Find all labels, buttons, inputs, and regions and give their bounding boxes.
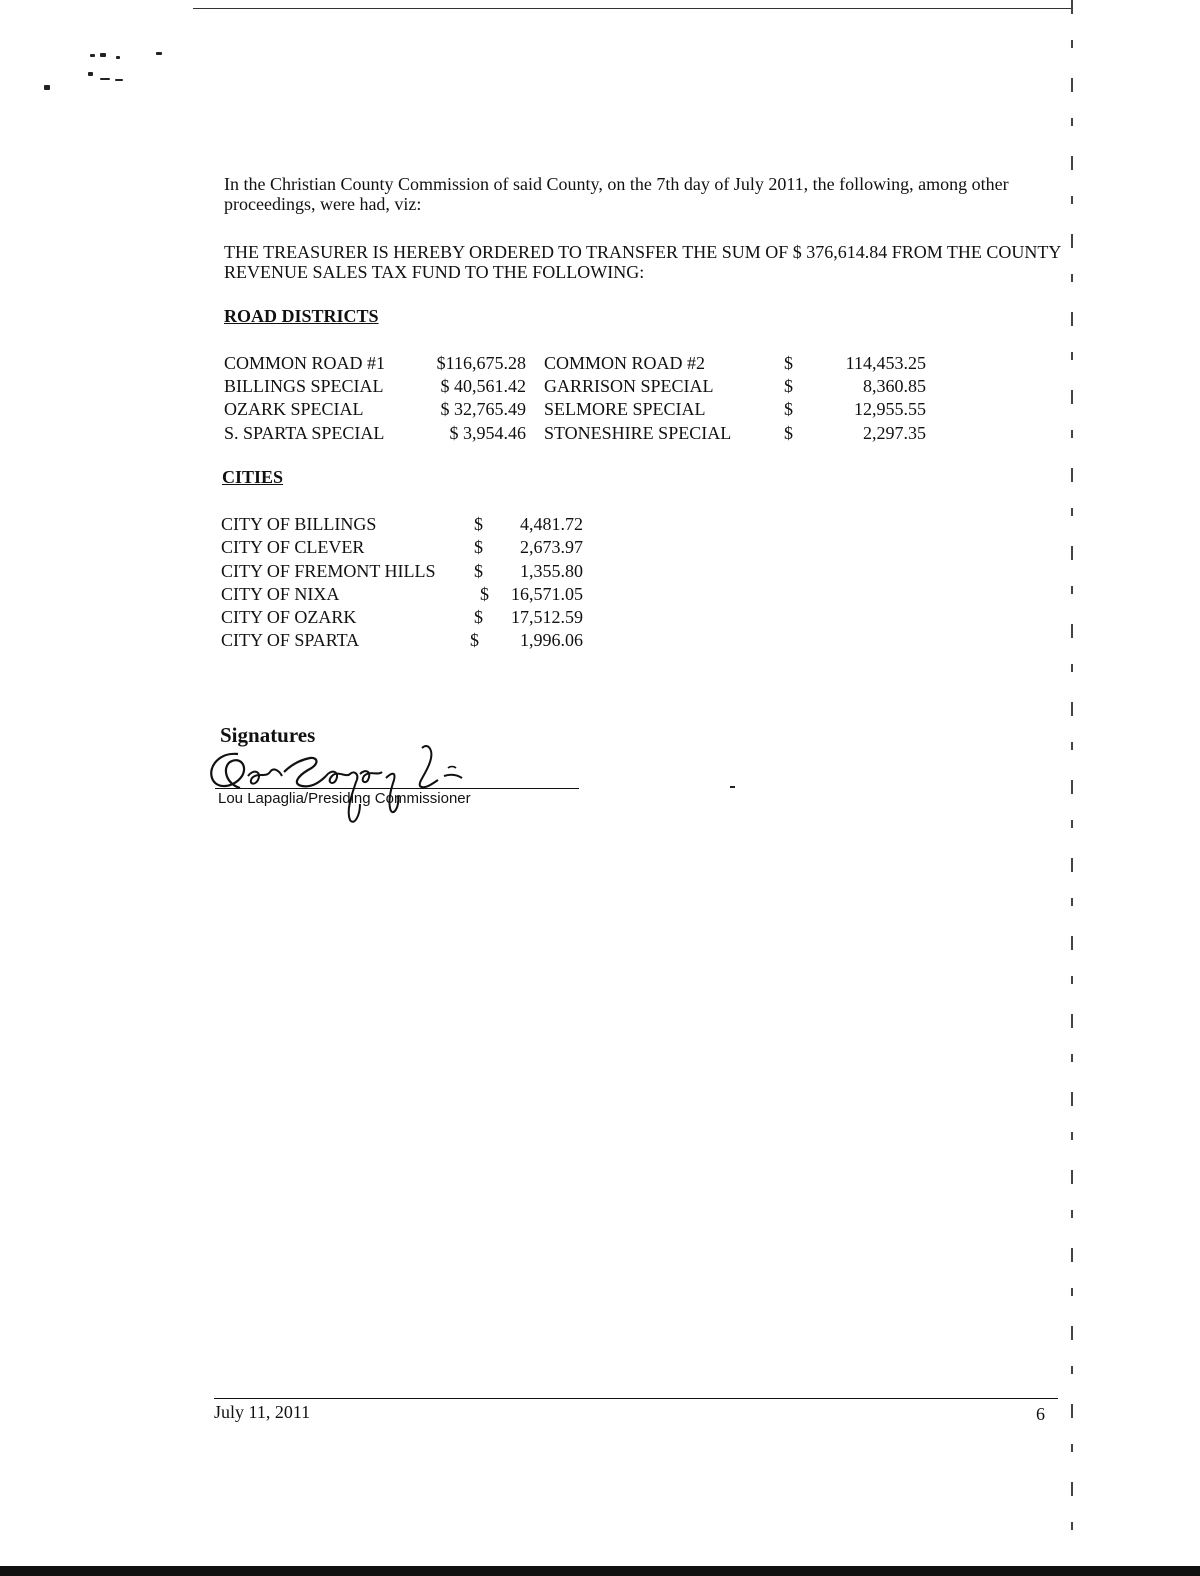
road-name: SELMORE SPECIAL <box>544 399 706 419</box>
road-name: STONESHIRE SPECIAL <box>544 423 732 443</box>
dollar-sign: $ <box>784 376 793 396</box>
city-amount: 2,673.97 <box>520 537 583 557</box>
scan-edge-marks <box>1071 0 1073 1560</box>
road-amount: $ 32,765.49 <box>440 399 526 419</box>
city-amount: 1,996.06 <box>520 630 583 650</box>
dollar-sign: $ <box>474 537 483 557</box>
road-amount: $ 40,561.42 <box>440 376 526 396</box>
table-row <box>0 583 700 606</box>
city-name: CITY OF OZARK <box>221 607 357 627</box>
dollar-sign: $ <box>470 630 479 650</box>
signer-name: Lou Lapaglia/Presiding Commissioner <box>218 790 471 807</box>
city-name: CITY OF FREMONT HILLS <box>221 561 436 581</box>
road-districts-heading: ROAD DISTRICTS <box>224 306 379 326</box>
footer-date: July 11, 2011 <box>214 1402 311 1422</box>
road-name: S. SPARTA SPECIAL <box>224 423 385 443</box>
road-amount: $116,675.28 <box>436 353 526 373</box>
order-paragraph: THE TREASURER IS HEREBY ORDERED TO TRANSFER THE SUM OF $ 376,614.84 FROM THE COUNTY REVENUE SALES TAX FUND TO THE FOLLOWING: <box>224 242 1061 282</box>
road-name: BILLINGS SPECIAL <box>224 376 384 396</box>
city-name: CITY OF SPARTA <box>221 630 360 650</box>
page-number: 6 <box>1036 1404 1045 1424</box>
table-row <box>0 398 1000 421</box>
city-amount: 16,571.05 <box>511 584 583 604</box>
road-amount: 8,360.85 <box>863 376 926 396</box>
top-rule <box>193 8 1073 9</box>
city-amount: 4,481.72 <box>520 514 583 534</box>
table-row <box>0 422 1000 445</box>
city-amount: 17,512.59 <box>511 607 583 627</box>
signature-line <box>215 788 579 789</box>
scan-mark <box>730 786 735 788</box>
dollar-sign: $ <box>784 423 793 443</box>
table-row <box>0 375 1000 398</box>
dollar-sign: $ <box>474 607 483 627</box>
dollar-sign: $ <box>474 514 483 534</box>
road-name: COMMON ROAD #1 <box>224 353 386 373</box>
city-amount: 1,355.80 <box>520 561 583 581</box>
city-name: CITY OF BILLINGS <box>221 514 377 534</box>
dollar-sign: $ <box>784 353 793 373</box>
road-name: COMMON ROAD #2 <box>544 353 706 373</box>
table-row <box>0 606 700 629</box>
table-row <box>0 560 700 583</box>
road-name: GARRISON SPECIAL <box>544 376 714 396</box>
city-name: CITY OF CLEVER <box>221 537 365 557</box>
road-amount: 2,297.35 <box>863 423 926 443</box>
road-amount: 12,955.55 <box>854 399 926 419</box>
city-name: CITY OF NIXA <box>221 584 340 604</box>
dollar-sign: $ <box>480 584 489 604</box>
road-name: OZARK SPECIAL <box>224 399 364 419</box>
table-row <box>0 513 700 536</box>
road-amount: 114,453.25 <box>845 353 926 373</box>
road-amount: $ 3,954.46 <box>449 423 526 443</box>
footer-rule <box>214 1398 1058 1399</box>
intro-paragraph: In the Christian County Commission of said County, on the 7th day of July 2011, the following, among other proceedings, were had, viz: <box>224 174 1009 214</box>
dollar-sign: $ <box>474 561 483 581</box>
handwritten-signature <box>200 738 480 833</box>
scan-specks <box>40 52 170 102</box>
table-row <box>0 352 1000 375</box>
signatures-heading: Signatures <box>220 723 316 747</box>
cities-heading: CITIES <box>222 467 284 487</box>
table-row <box>0 629 700 652</box>
dollar-sign: $ <box>784 399 793 419</box>
scan-bottom-edge <box>0 1566 1200 1576</box>
table-row <box>0 536 700 559</box>
